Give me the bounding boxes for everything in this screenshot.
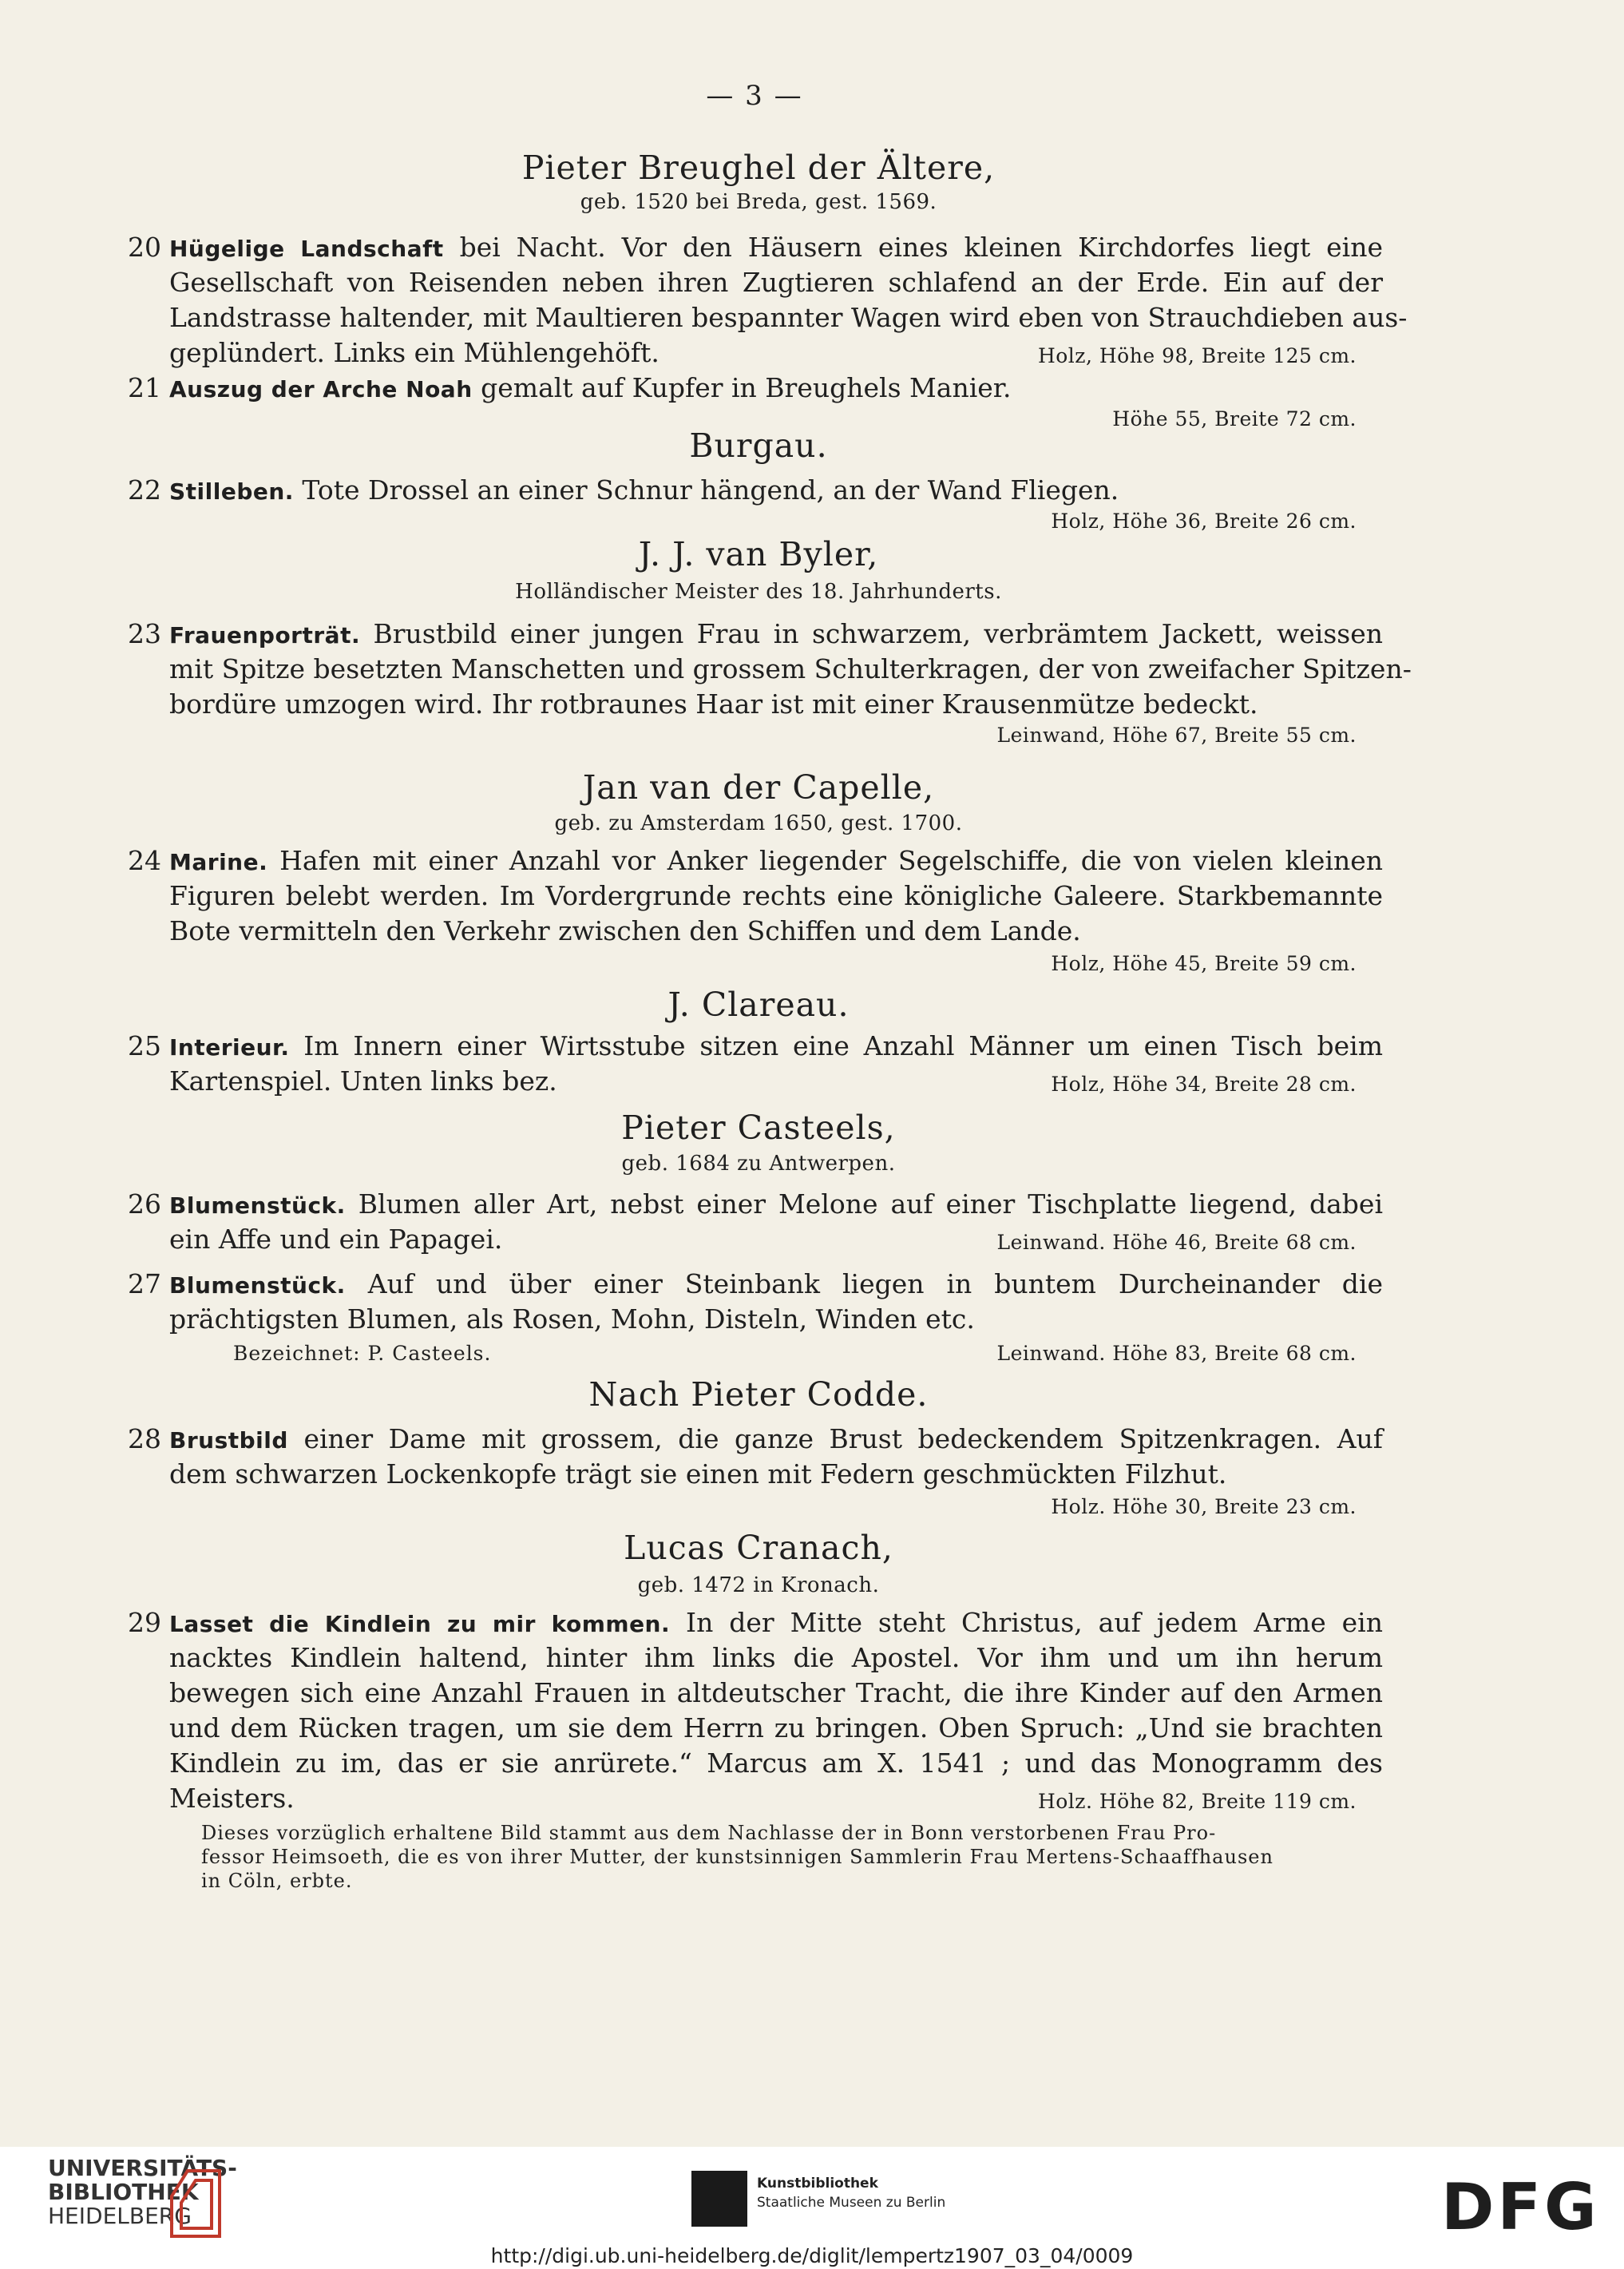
entry-number: 21 xyxy=(128,372,161,403)
entry-measurements: Holz, Höhe 36, Breite 26 cm. xyxy=(1051,510,1357,533)
entry-measurements: Holz, Höhe 34, Breite 28 cm. xyxy=(1051,1073,1357,1096)
entry-title: Auszug der Arche Noah xyxy=(169,376,473,403)
entry-line: Marine. Hafen mit einer Anzahl vor Anker liegender Segelschiffe, die von vielen kleinen xyxy=(169,845,1383,876)
entry-line: geplündert. Links ein Mühlengehöft. xyxy=(169,337,660,368)
artist-life-casteels: geb. 1684 zu Antwerpen. xyxy=(621,1152,896,1176)
entry-line: Gesellschaft von Reisenden neben ihren Zugtieren schlafend an der Erde. Ein auf der xyxy=(169,267,1383,298)
entry-measurements: Holz. Höhe 82, Breite 119 cm. xyxy=(1037,1790,1357,1813)
entry-line: Kindlein zu im, das er sie anrürete.“ Marcus am X. 1541 ; und das Monogramm des xyxy=(169,1747,1383,1779)
entry-number: 29 xyxy=(128,1607,161,1638)
entry-signature: Bezeichnet: P. Casteels. xyxy=(233,1342,492,1365)
ub-heidelberg-logo-icon xyxy=(164,2164,228,2244)
artist-heading-codde: Nach Pieter Codde. xyxy=(588,1375,929,1414)
entry-line: ein Affe und ein Papagei. xyxy=(169,1224,503,1255)
artist-heading-cranach: Lucas Cranach, xyxy=(624,1529,893,1567)
entry-line: Kartenspiel. Unten links bez. xyxy=(169,1065,557,1097)
entry-title: Blumenstück. xyxy=(169,1192,346,1219)
entry-measurements: Leinwand. Höhe 46, Breite 68 cm. xyxy=(996,1231,1357,1254)
entry-line: prächtigsten Blumen, als Rosen, Mohn, Disteln, Winden etc. xyxy=(169,1303,975,1335)
kunstbibliothek-logo-icon xyxy=(691,2171,747,2227)
entry-measurements: Höhe 55, Breite 72 cm. xyxy=(1112,407,1357,430)
entry-title: Blumenstück. xyxy=(169,1272,346,1299)
entry-title: Hügelige Landschaft xyxy=(169,236,444,262)
artist-heading-casteels: Pieter Casteels, xyxy=(621,1109,896,1147)
artist-heading-breughel: Pieter Breughel der Ältere, xyxy=(521,149,996,187)
entry-line: Blumenstück. Blumen aller Art, nebst einer Melone auf einer Tischplatte liegend, dabei xyxy=(169,1188,1383,1220)
entry-number: 27 xyxy=(128,1268,161,1299)
entry-number: 23 xyxy=(128,618,161,649)
entry-line: Stilleben. Tote Drossel an einer Schnur hängend, an der Wand Fliegen. xyxy=(169,474,1119,506)
artist-heading-clareau: J. Clareau. xyxy=(667,986,850,1024)
entry-line: mit Spitze besetzten Manschetten und grossem Schulterkragen, der von zweifacher Spitzen- xyxy=(169,653,1412,684)
entry-line: bewegen sich eine Anzahl Frauen in altdeutscher Tracht, die ihre Kinder auf den Armen xyxy=(169,1677,1383,1708)
entry-number: 26 xyxy=(128,1188,161,1220)
entry-line: Landstrasse haltender, mit Maultieren bespannter Wagen wird eben von Strauchdieben aus- xyxy=(169,302,1408,333)
entry-number: 20 xyxy=(128,232,161,263)
artist-life-breughel: geb. 1520 bei Breda, gest. 1569. xyxy=(580,190,937,214)
kunstbibliothek-logo-text[interactable]: Kunstbibliothek Staatliche Museen zu Berlin xyxy=(757,2176,946,2211)
dfg-logo[interactable]: DFG xyxy=(1441,2170,1600,2244)
entry-line: Meisters. xyxy=(169,1783,295,1814)
digitization-footer xyxy=(0,2147,1624,2269)
entry-line: Blumenstück. Auf und über einer Steinbank liegen in buntem Durcheinander die xyxy=(169,1268,1383,1299)
artist-life-cranach: geb. 1472 in Kronach. xyxy=(637,1573,880,1597)
entry-title: Interieur. xyxy=(169,1034,290,1061)
page-number: — 3 — xyxy=(706,80,803,112)
entry-number: 25 xyxy=(128,1030,161,1061)
entry-line: Interieur. Im Innern einer Wirtsstube sitzen eine Anzahl Männer um einen Tisch beim xyxy=(169,1030,1383,1061)
permalink-url[interactable]: http://digi.ub.uni-heidelberg.de/diglit/lempertz1907_03_04/0009 xyxy=(490,2244,1134,2267)
entry-line: nacktes Kindlein haltend, hinter ihm links die Apostel. Vor ihm und um ihn herum xyxy=(169,1642,1383,1673)
entry-title: Frauenporträt. xyxy=(169,622,361,649)
entry-line: Auszug der Arche Noah gemalt auf Kupfer in Breughels Manier. xyxy=(169,372,1012,403)
artist-heading-capelle: Jan van der Capelle, xyxy=(582,768,935,807)
entry-measurements: Holz, Höhe 45, Breite 59 cm. xyxy=(1051,952,1357,975)
entry-line: Hügelige Landschaft bei Nacht. Vor den Häusern eines kleinen Kirchdorfes liegt eine xyxy=(169,232,1384,263)
artist-life-capelle: geb. zu Amsterdam 1650, gest. 1700. xyxy=(554,811,963,835)
ub-heidelberg-logo-text[interactable]: UNIVERSITÄTS- BIBLIOTHEK HEIDELBERG xyxy=(48,2155,237,2229)
provenance-note: Dieses vorzüglich erhaltene Bild stammt aus dem Nachlasse der in Bonn verstorbenen Frau Pro- xyxy=(201,1822,1217,1844)
artist-heading-byler: J. J. van Byler, xyxy=(638,535,879,573)
provenance-note: in Cöln, erbte. xyxy=(201,1870,353,1892)
artist-life-byler: Holländischer Meister des 18. Jahrhunderts. xyxy=(515,580,1002,604)
entry-line: Lasset die Kindlein zu mir kommen. In der Mitte steht Christus, auf jedem Arme ein xyxy=(169,1607,1383,1638)
entry-number: 22 xyxy=(128,474,161,506)
entry-line: Brustbild einer Dame mit grossem, die ganze Brust bedeckendem Spitzenkragen. Auf xyxy=(169,1423,1383,1454)
entry-title: Brustbild xyxy=(169,1427,288,1454)
entry-line: Figuren belebt werden. Im Vordergrunde rechts eine königliche Galeere. Starkbemannte xyxy=(169,880,1383,911)
entry-line: Frauenporträt. Brustbild einer jungen Frau in schwarzem, verbrämtem Jackett, weissen xyxy=(169,618,1383,649)
entry-title: Marine. xyxy=(169,849,268,875)
entry-line: dem schwarzen Lockenkopfe trägt sie einen mit Federn geschmückten Filzhut. xyxy=(169,1458,1227,1490)
entry-title: Stilleben. xyxy=(169,478,294,505)
entry-measurements: Leinwand. Höhe 83, Breite 68 cm. xyxy=(996,1342,1357,1365)
entry-title: Lasset die Kindlein zu mir kommen. xyxy=(169,1611,671,1637)
entry-measurements: Holz. Höhe 30, Breite 23 cm. xyxy=(1051,1495,1357,1518)
entry-line: bordüre umzogen wird. Ihr rotbraunes Haar ist mit einer Krausenmütze bedeckt. xyxy=(169,688,1258,720)
entry-line: und dem Rücken tragen, um sie dem Herrn zu bringen. Oben Spruch: „Und sie brachten xyxy=(169,1712,1383,1743)
entry-number: 28 xyxy=(128,1423,161,1454)
entry-measurements: Holz, Höhe 98, Breite 125 cm. xyxy=(1037,344,1357,367)
provenance-note: fessor Heimsoeth, die es von ihrer Mutter, der kunstsinnigen Sammlerin Frau Mertens-Schaaffhausen xyxy=(201,1846,1273,1868)
entry-number: 24 xyxy=(128,845,161,876)
entry-measurements: Leinwand, Höhe 67, Breite 55 cm. xyxy=(996,724,1357,747)
entry-line: Bote vermitteln den Verkehr zwischen den Schiffen und dem Lande. xyxy=(169,915,1081,946)
artist-heading-burgau: Burgau. xyxy=(689,426,828,465)
